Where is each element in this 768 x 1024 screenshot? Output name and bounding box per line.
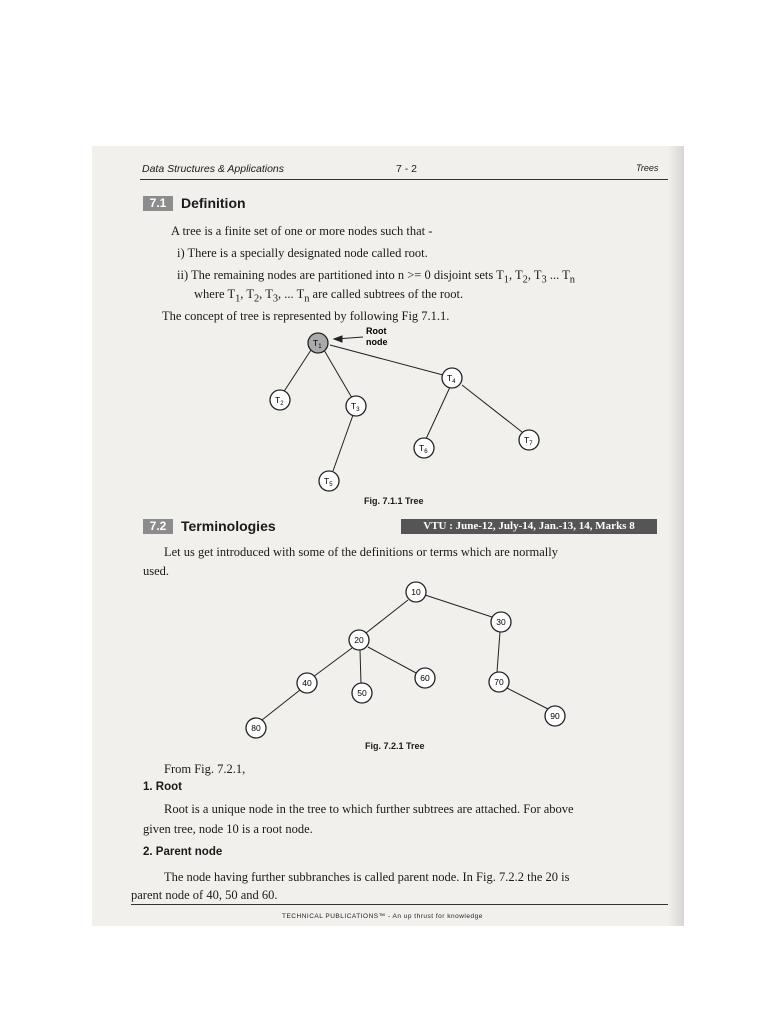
svg-text:T7: $T_7$ bbox=[524, 435, 533, 447]
definition-item-2-cont: where $T_1$, $T_2$, $T_3$, ... $T_n$ are called subtrees of the root. bbox=[194, 287, 464, 305]
parent-paragraph-line-2: parent node of 40, 50 and 60. bbox=[131, 888, 278, 902]
section-title: Definition bbox=[181, 195, 246, 211]
root-node-label: Root bbox=[366, 326, 387, 336]
section-title-2: Terminologies bbox=[181, 518, 276, 534]
svg-text:20: 20 bbox=[354, 635, 364, 645]
root-paragraph-line-2: given tree, node 10 is a root node. bbox=[143, 822, 313, 836]
tree-node-90 bbox=[545, 706, 565, 726]
tree-node-10 bbox=[406, 582, 426, 602]
svg-text:70: 70 bbox=[494, 677, 504, 687]
svg-text:T6: $T_6$ bbox=[419, 443, 428, 455]
svg-text:40: 40 bbox=[302, 678, 312, 688]
subheading-root: 1. Root bbox=[143, 781, 182, 793]
tree-node-40 bbox=[297, 673, 317, 693]
tree-node-50 bbox=[352, 683, 372, 703]
section-number-badge: 7.1 bbox=[143, 196, 173, 211]
svg-text:30: 30 bbox=[496, 617, 506, 627]
svg-text:90: 90 bbox=[550, 711, 560, 721]
tree-node-60 bbox=[415, 668, 435, 688]
svg-text:10: 10 bbox=[411, 587, 421, 597]
svg-text:T2: $T_2$ bbox=[275, 395, 284, 407]
running-header-title: Data Structures & Applications bbox=[142, 163, 285, 175]
vtu-exam-badge: VTU : June-12, July-14, Jan.-13, 14, Marks 8 bbox=[401, 519, 657, 534]
svg-text:50: 50 bbox=[357, 688, 367, 698]
subtree-set-2: $T_2$ bbox=[515, 268, 528, 286]
concept-sentence: The concept of tree is represented by following Fig 7.1.1. bbox=[162, 309, 450, 323]
svg-text:T4: $T_4$ bbox=[447, 373, 456, 385]
subtree-set-1: $T_1$ bbox=[496, 268, 509, 286]
svg-text:80: 80 bbox=[251, 723, 261, 733]
svg-text:T5: $T_5$ bbox=[324, 476, 333, 488]
figure-caption-7-2-1: Fig. 7.2.1 Tree bbox=[365, 741, 425, 751]
tree-node-70 bbox=[489, 672, 509, 692]
svg-text:60: 60 bbox=[420, 673, 430, 683]
parent-paragraph-line-1: The node having further subbranches is called parent node. In Fig. 7.2.2 the 20 is bbox=[164, 870, 570, 884]
root-node-label-2: node bbox=[366, 337, 388, 347]
section-number-badge-2: 7.2 bbox=[143, 519, 173, 534]
tree-node-30 bbox=[491, 612, 511, 632]
terminologies-intro-line-2: used. bbox=[143, 564, 170, 578]
root-paragraph-line-1: Root is a unique node in the tree to which further subtrees are attached. For above bbox=[164, 802, 574, 816]
definition-intro: A tree is a finite set of one or more nodes such that - bbox=[171, 224, 433, 238]
subtree-set-n: $T_n$ bbox=[562, 268, 575, 286]
subheading-parent-node: 2. Parent node bbox=[143, 846, 223, 858]
svg-text:T1: $T_1$ bbox=[313, 338, 322, 350]
definition-item-1: i) There is a specially designated node called root. bbox=[177, 246, 428, 260]
from-fig-reference: From Fig. 7.2.1, bbox=[164, 762, 246, 776]
subtree-ref-3: $T_3$ bbox=[265, 287, 279, 305]
footer-rule bbox=[131, 904, 668, 905]
subtree-ref-n: $T_n$ bbox=[296, 287, 310, 305]
svg-text:T3: $T_3$ bbox=[351, 401, 360, 413]
running-header-chapter: Trees bbox=[636, 163, 659, 173]
tree-node-80 bbox=[246, 718, 266, 738]
terminologies-intro-line-1: Let us get introduced with some of the definitions or terms which are normally bbox=[164, 545, 559, 559]
definition-item-2: ii) The remaining nodes are partitioned into n >= 0 disjoint sets $T_1$, $T_2$, $T_3$ ... $T_n$ bbox=[177, 268, 575, 286]
subtree-ref-1: $T_1$ bbox=[227, 287, 241, 305]
subtree-set-3: $T_3$ bbox=[533, 268, 547, 286]
subtree-ref-2: $T_2$ bbox=[246, 287, 260, 305]
definition-item-2-text: ii) The remaining nodes are partitioned into n >= 0 disjoint sets bbox=[177, 268, 497, 282]
publisher-footer: TECHNICAL PUBLICATIONS™ - An up thrust for knowledge bbox=[282, 913, 483, 920]
figure-caption-7-1-1: Fig. 7.1.1 Tree bbox=[364, 496, 424, 506]
tree-node-20 bbox=[349, 630, 369, 650]
page-number: 7 - 2 bbox=[396, 163, 418, 175]
